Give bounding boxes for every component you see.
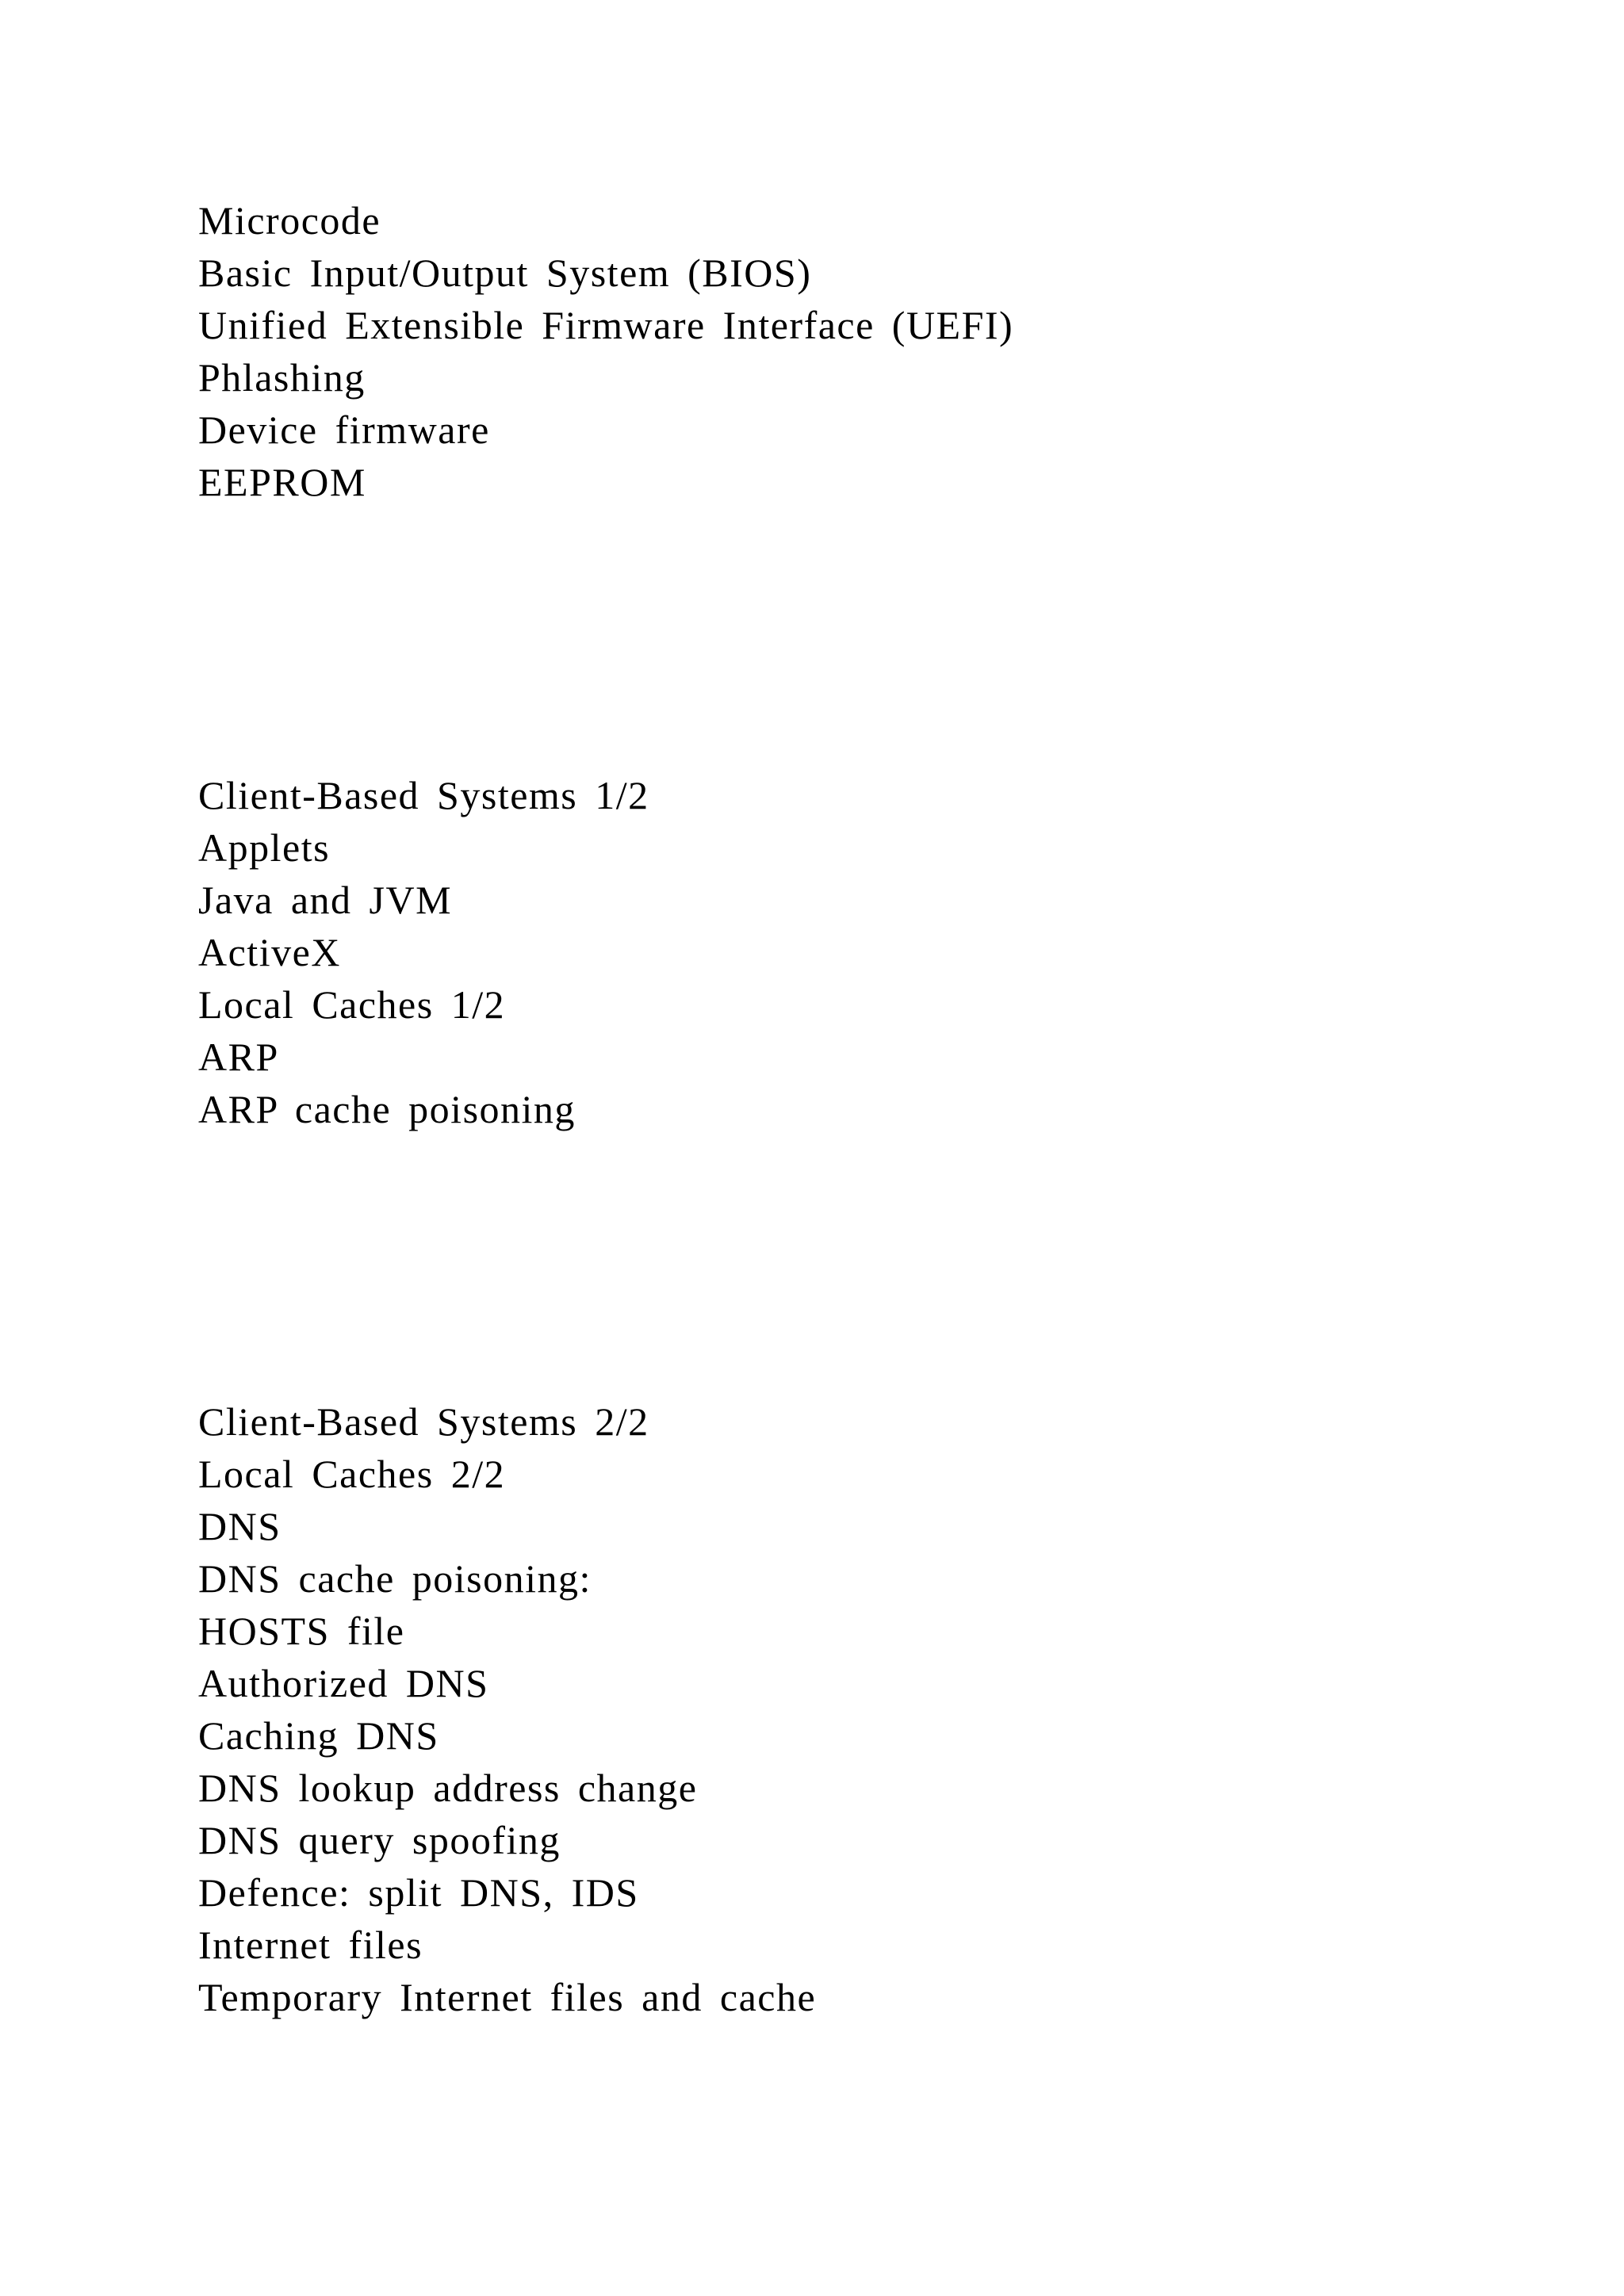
- section-heading: Client-Based Systems 1/2: [198, 773, 649, 817]
- text-line: Microcode: [198, 198, 381, 243]
- text-line: Local Caches 1/2: [198, 982, 506, 1027]
- text-line: Unified Extensible Firmware Interface (UEFI): [198, 303, 1014, 347]
- text-line: Basic Input/Output System (BIOS): [198, 251, 812, 295]
- text-line: Temporary Internet files and cache: [198, 1975, 817, 2019]
- text-line: Java and JVM: [198, 878, 453, 922]
- text-line: Caching DNS: [198, 1713, 439, 1758]
- text-line: ActiveX: [198, 930, 341, 974]
- text-line: Internet files: [198, 1923, 423, 1967]
- text-line: ARP cache poisoning: [198, 1087, 576, 1131]
- client-based-systems-2-section: [198, 1395, 816, 2023]
- client-based-systems-1-section: [198, 769, 649, 1135]
- text-line: Applets: [198, 825, 331, 870]
- text-line: Authorized DNS: [198, 1661, 489, 1705]
- text-line: Defence: split DNS, IDS: [198, 1870, 639, 1915]
- section-heading: Client-Based Systems 2/2: [198, 1399, 649, 1444]
- text-line: Local Caches 2/2: [198, 1452, 506, 1496]
- text-line: Device firmware: [198, 408, 490, 452]
- text-line: Phlashing: [198, 355, 366, 400]
- text-line: DNS query spoofing: [198, 1818, 561, 1862]
- text-line: ARP: [198, 1035, 279, 1079]
- text-line: HOSTS file: [198, 1609, 405, 1653]
- text-line: DNS cache poisoning:: [198, 1556, 592, 1601]
- text-line: DNS: [198, 1504, 282, 1548]
- text-line: EEPROM: [198, 460, 366, 504]
- firmware-section: [198, 194, 1013, 508]
- text-line: DNS lookup address change: [198, 1766, 698, 1810]
